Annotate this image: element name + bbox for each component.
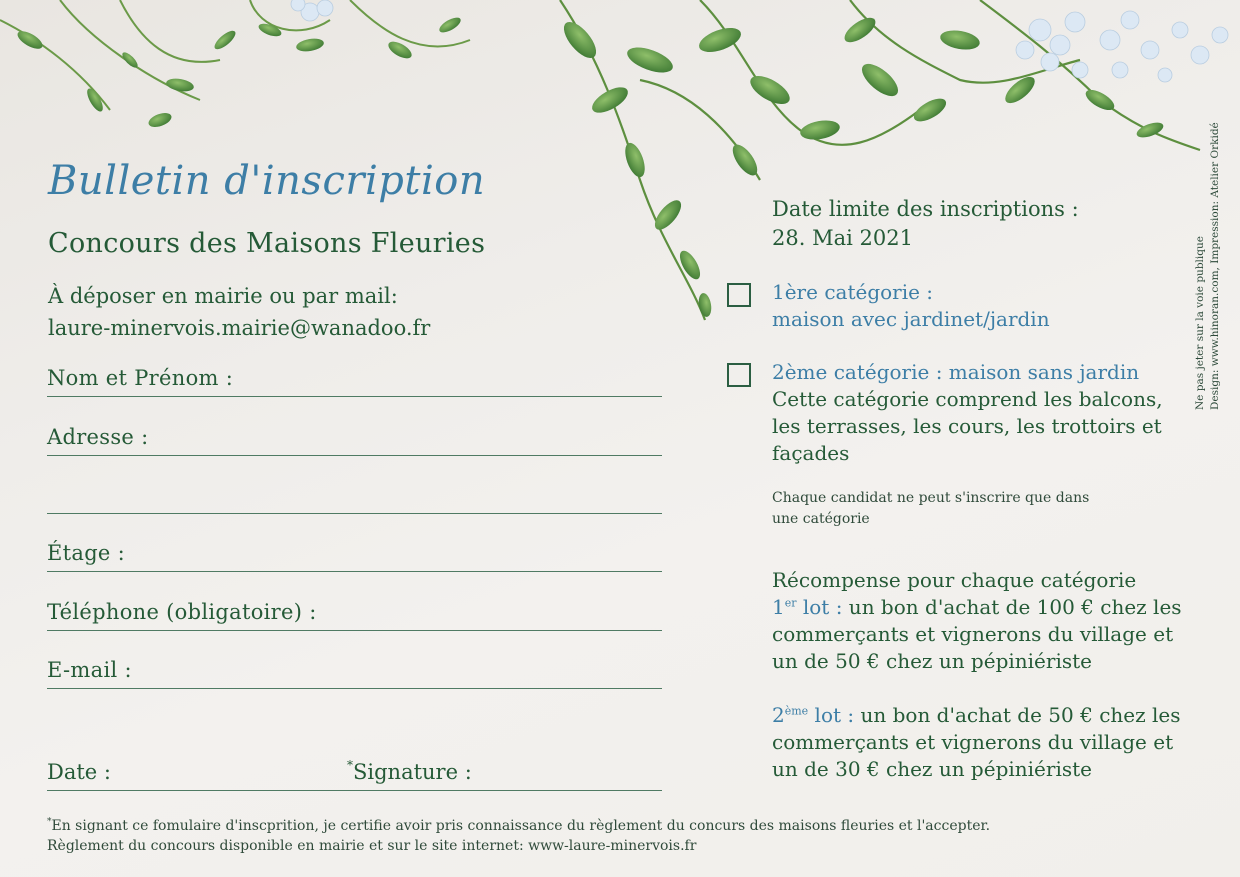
footnote-asterisk: *	[47, 817, 52, 827]
deadline-date: 28. Mai 2021	[772, 226, 913, 250]
lot-2-text-1: un bon d'achat de 50 € chez les	[854, 703, 1181, 727]
lot-1-label: lot :	[796, 595, 843, 619]
category-2-checkbox[interactable]	[727, 363, 751, 387]
credits-line-1: Ne pas jeter sur la voie publique	[1194, 236, 1206, 410]
category-1-checkbox[interactable]	[727, 283, 751, 307]
date-signature-field[interactable]	[47, 752, 662, 791]
address-line-2[interactable]	[47, 513, 662, 514]
category-2-desc-3: façades	[772, 441, 850, 465]
rewards-heading: Récompense pour chaque catégorie	[772, 568, 1137, 592]
email-field[interactable]	[47, 648, 662, 689]
date-label: Date :	[47, 760, 111, 784]
lot-2-line-1	[772, 702, 1182, 729]
category-note	[772, 488, 1089, 530]
signature-label: Signature :	[353, 760, 472, 784]
footnote	[47, 816, 990, 856]
lot-1-num: 1	[772, 595, 785, 619]
deposit-email: laure-minervois.mairie@wanadoo.fr	[48, 316, 431, 340]
phone-label: Téléphone (obligatoire) :	[47, 600, 317, 624]
lot-1-text-3: un de 50 € chez un pépiniériste	[772, 649, 1092, 673]
category-note-2: une catégorie	[772, 511, 870, 527]
category-2-desc-2: les terrasses, les cours, les trottoirs et	[772, 414, 1162, 438]
category-1-desc: maison avec jardinet/jardin	[772, 307, 1050, 331]
rewards	[772, 567, 1182, 783]
address-field[interactable]	[47, 415, 662, 456]
floor-label: Étage :	[47, 541, 126, 565]
category-2-desc-1: Cette catégorie comprend les balcons,	[772, 387, 1163, 411]
contest-subtitle: Concours des Maisons Fleuries	[48, 228, 486, 259]
category-2-title: 2ème catégorie : maison sans jardin	[772, 360, 1140, 384]
lot-1-text-2: commerçants et vignerons du village et	[772, 622, 1174, 646]
lot-2-num: 2	[772, 703, 785, 727]
category-2-block	[772, 359, 1163, 467]
category-1-label	[772, 279, 1050, 333]
email-label: E-mail :	[47, 658, 132, 682]
lot-1-sup: er	[784, 596, 797, 610]
lot-1-line-1	[772, 594, 1182, 621]
name-label: Nom et Prénom :	[47, 366, 234, 390]
footnote-line-1: En signant ce fomulaire d'inscprition, je certifie avoir pris connaissance du règlement du concurs des maisons fleuries et l'accepter.	[51, 818, 991, 834]
floor-field[interactable]	[47, 531, 662, 572]
phone-field[interactable]	[47, 590, 662, 631]
signature-label-group	[347, 760, 472, 784]
category-note-1: Chaque candidat ne peut s'inscrire que dans	[772, 490, 1090, 506]
footnote-line-2: Règlement du concours disponible en mairie et sur le site internet: www-laure-minervois.fr	[47, 838, 697, 854]
name-field[interactable]	[47, 356, 662, 397]
signature-asterisk: *	[347, 758, 353, 772]
lot-2-label: lot :	[808, 703, 855, 727]
lot-2-sup: ème	[784, 704, 809, 718]
form-title: Bulletin d'inscription	[48, 158, 486, 204]
lot-1-text-1: un bon d'achat de 100 € chez les	[842, 595, 1182, 619]
deadline-label: Date limite des inscriptions :	[772, 197, 1079, 221]
category-1-title: 1ère catégorie :	[772, 280, 934, 304]
lot-2-text-3: un de 30 € chez un pépiniériste	[772, 757, 1092, 781]
deadline	[772, 195, 1079, 253]
credits-line-2: Design: www.hinoran.com, Impression: Atelier Orkidé	[1209, 122, 1221, 410]
deposit-line: À déposer en mairie ou par mail:	[48, 284, 398, 308]
credits	[1193, 80, 1225, 410]
deposit-instructions	[48, 280, 430, 344]
address-label: Adresse :	[47, 425, 149, 449]
lot-2-text-2: commerçants et vignerons du village et	[772, 730, 1174, 754]
